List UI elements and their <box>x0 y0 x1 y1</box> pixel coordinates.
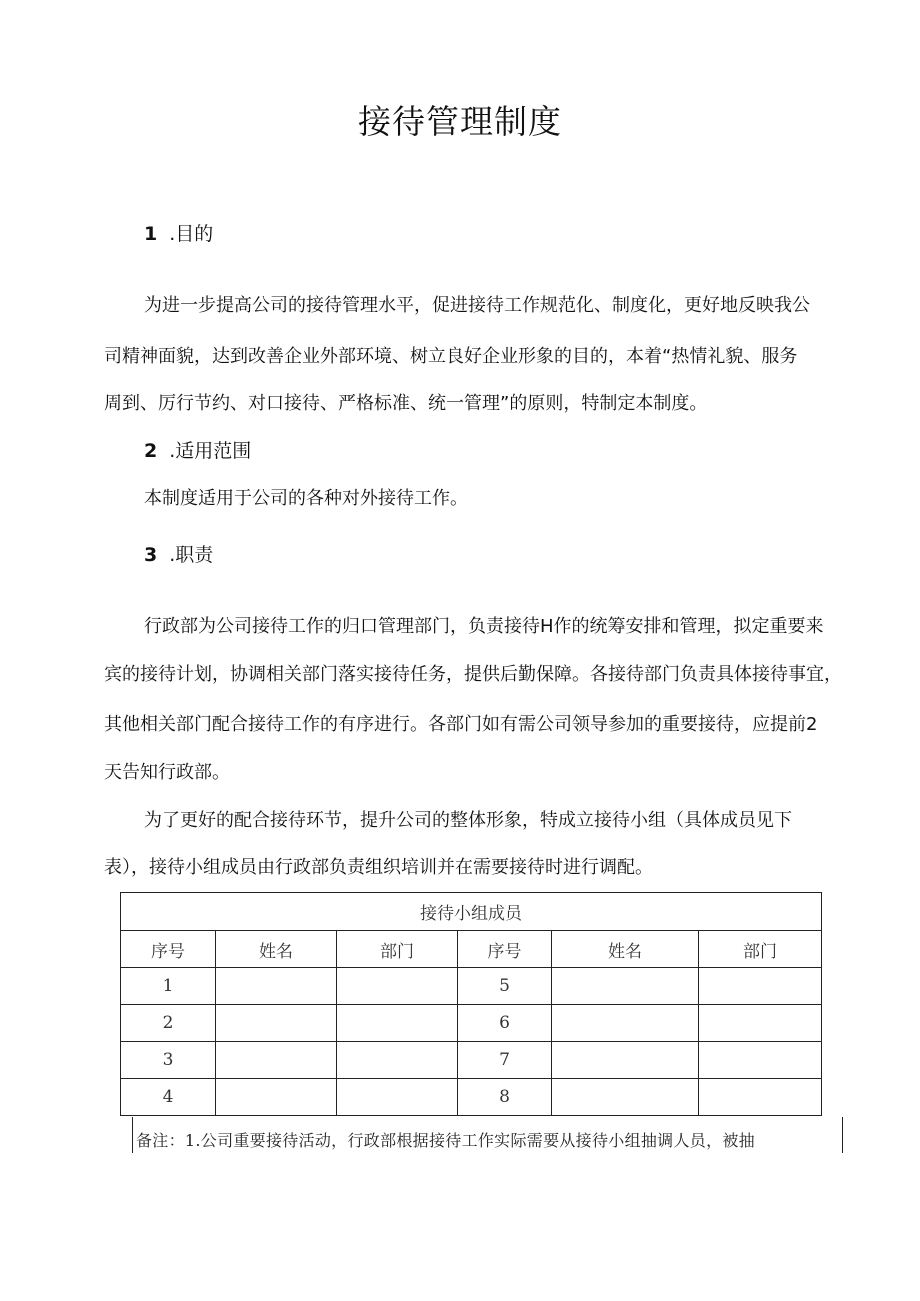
table-caption: 接待小组成员 <box>121 893 822 931</box>
paragraph-line: 司精神面貌，达到改善企业外部环境、树立良好企业形象的目的，本着“热情礼貌、服务 <box>104 346 798 367</box>
table-cell <box>337 968 458 1005</box>
column-header: 姓名 <box>552 931 699 968</box>
table-cell <box>699 1079 822 1116</box>
paragraph-line: 表），接待小组成员由行政部负责组织培训并在需要接待时进行调配。 <box>104 857 653 878</box>
table-cell <box>216 1005 337 1042</box>
paragraph-line: 为进一步提高公司的接待管理水平，促进接待工作规范化、制度化，更好地反映我公 <box>144 295 810 316</box>
table-cell <box>699 1042 822 1079</box>
table-cell <box>216 1079 337 1116</box>
table-cell <box>552 1042 699 1079</box>
table-cell: 4 <box>121 1079 216 1116</box>
paragraph-line: 行政部为公司接待工作的归口管理部门，负责接待H作的统筹安排和管理，拟定重要来 <box>144 616 824 637</box>
section-title: .目的 <box>169 223 214 245</box>
paragraph-line: 天告知行政部。 <box>104 762 230 783</box>
table-cell: 2 <box>121 1005 216 1042</box>
table-note: 备注：1.公司重要接待活动，行政部根据接待工作实际需要从接待小组抽调人员，被抽 <box>136 1131 755 1150</box>
column-header: 序号 <box>121 931 216 968</box>
section-number: 1 <box>144 223 158 245</box>
table-cell <box>552 1079 699 1116</box>
table-cell <box>552 1005 699 1042</box>
table-cell <box>552 968 699 1005</box>
paragraph-line: 宾的接待计划，协调相关部门落实接待任务，提供后勤保障。各接待部门负责具体接待事宜， <box>104 664 842 685</box>
table-cell: 5 <box>458 968 552 1005</box>
table-row <box>121 1079 822 1116</box>
column-header: 部门 <box>699 931 822 968</box>
table-header-row <box>121 931 822 968</box>
paragraph-line: 本制度适用于公司的各种对外接待工作。 <box>144 488 468 509</box>
section-title: .职责 <box>169 544 214 566</box>
section-title: .适用范围 <box>169 440 252 462</box>
reception-team-table <box>120 892 822 1116</box>
table-caption-row <box>121 893 822 931</box>
table-row <box>121 968 822 1005</box>
column-header: 部门 <box>337 931 458 968</box>
column-header: 姓名 <box>216 931 337 968</box>
table-cell <box>699 1005 822 1042</box>
section-number: 2 <box>144 440 158 462</box>
table-cell: 3 <box>121 1042 216 1079</box>
section-heading-duties <box>144 540 213 567</box>
paragraph-line: 其他相关部门配合接待工作的有序进行。各部门如有需公司领导参加的重要接待，应提前2 <box>104 714 818 735</box>
table-row <box>121 1005 822 1042</box>
document-title: 接待管理制度 <box>358 102 562 141</box>
table-cell <box>216 968 337 1005</box>
section-heading-scope <box>144 436 251 463</box>
section-heading-purpose <box>144 219 213 246</box>
table-row <box>121 1042 822 1079</box>
table-cell <box>699 968 822 1005</box>
table-cell: 6 <box>458 1005 552 1042</box>
table-cell: 8 <box>458 1079 552 1116</box>
column-header: 序号 <box>458 931 552 968</box>
table-cell: 7 <box>458 1042 552 1079</box>
table-cell <box>337 1005 458 1042</box>
paragraph-line: 周到、厉行节约、对口接待、严格标准、统一管理”的原则，特制定本制度。 <box>104 393 708 414</box>
table-cell <box>337 1079 458 1116</box>
section-number: 3 <box>144 544 158 566</box>
table-cell: 1 <box>121 968 216 1005</box>
table-cell <box>337 1042 458 1079</box>
table-cell <box>216 1042 337 1079</box>
paragraph-line: 为了更好的配合接待环节，提升公司的整体形象，特成立接待小组（具体成员见下 <box>144 810 792 831</box>
